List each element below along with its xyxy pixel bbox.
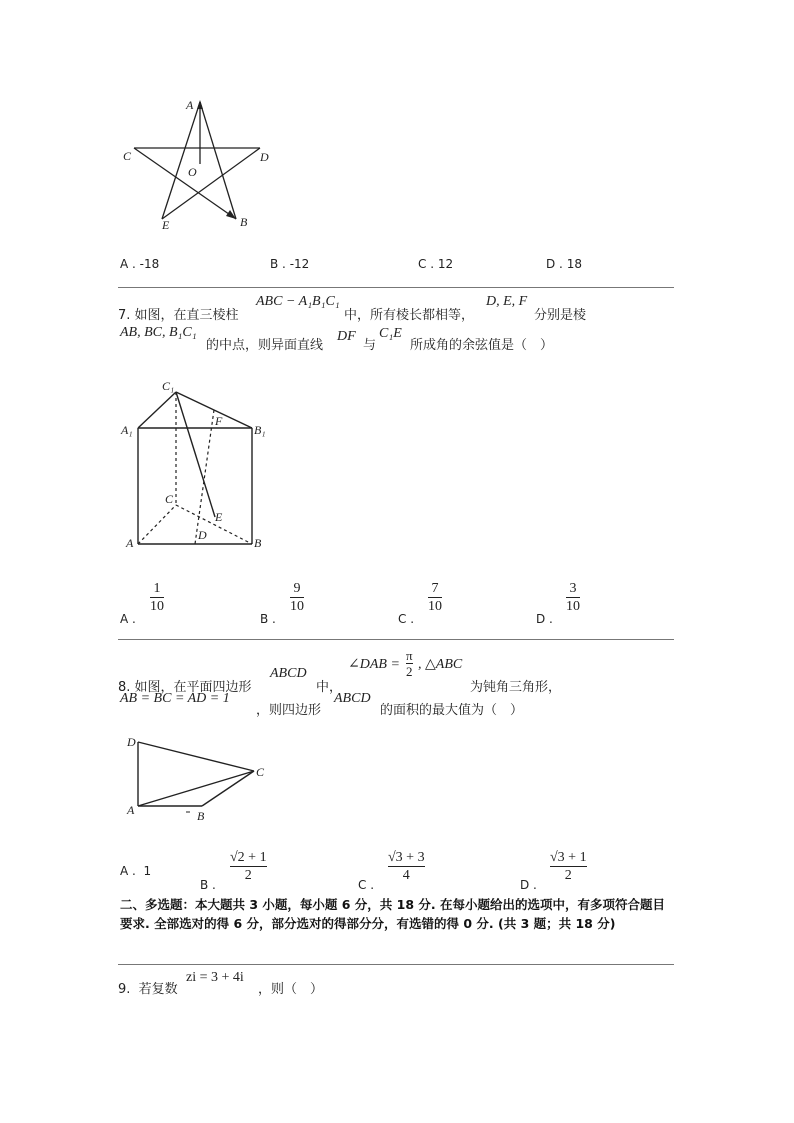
star-label-d: D xyxy=(260,150,269,164)
q8-text-2: 中， xyxy=(316,680,343,695)
q7-option-a-letter: A . xyxy=(120,612,136,626)
star-label-o: O xyxy=(188,165,197,179)
star-figure xyxy=(120,92,290,237)
prism-figure xyxy=(118,372,278,552)
prism-label-b: B xyxy=(254,536,262,550)
prism-label-b1: B₁ xyxy=(254,423,266,437)
q7-text-4: 的中点，则异面直线 xyxy=(206,338,324,353)
q8-quad: ABCD xyxy=(270,666,307,681)
q8-line-1: 8. 如图，在平面四边形 xyxy=(118,680,252,695)
divider-3 xyxy=(118,964,674,965)
q9-equation: zi = 3 + 4i xyxy=(186,970,244,985)
q8-angle-fraction: π 2 xyxy=(406,648,413,679)
q9-text-2: ，则（ ） xyxy=(258,982,324,997)
star-label-c: C xyxy=(123,149,132,163)
q8-angle: ∠DAB = xyxy=(348,657,400,672)
q9-line: 9. 若复数 xyxy=(118,982,178,997)
q7-text-3: 分别是棱 xyxy=(534,308,587,323)
q6-option-a: A . -18 xyxy=(120,257,160,271)
q7-line-c1e: C₁E xyxy=(379,326,402,341)
q7-text-2: 中，所有棱长都相等， xyxy=(344,308,475,323)
q7-line-1: 7. 如图，在直三棱柱 xyxy=(118,308,239,323)
prism-label-c1: C₁ xyxy=(162,379,175,393)
q7-option-c-letter: C . xyxy=(398,612,415,626)
q8-option-c-fraction: √3 + 3 4 xyxy=(388,850,425,883)
section-2-heading: 二、多选题：本大题共 3 小题，每小题 6 分，共 18 分. 在每小题给出的选项中，有多项符合题目要求. 全部选对的得 6 分，部分选对的得部分分，有选错的得 0 分. (共 3 题；共 18 分) xyxy=(120,897,666,931)
prism-label-f: F xyxy=(215,414,223,428)
quad-label-d: D xyxy=(127,735,136,749)
quad-label-b: B xyxy=(197,809,205,823)
prism-label-a: A xyxy=(126,536,134,550)
q8-text-4: ，则四边形 xyxy=(256,703,322,718)
prism-label-a1: A₁ xyxy=(121,423,133,437)
q8-option-b-fraction: √2 + 1 2 xyxy=(230,850,267,883)
quadrilateral-figure xyxy=(120,730,280,825)
q6-option-c: C . 12 xyxy=(418,257,454,271)
divider-2 xyxy=(118,639,674,640)
q7-option-a-fraction: 1 10 xyxy=(150,581,164,614)
q7-option-d-fraction: 3 10 xyxy=(566,581,580,614)
q7-option-b-fraction: 9 10 xyxy=(290,581,304,614)
q8-triangle: , △ABC xyxy=(418,657,463,672)
q7-option-d-letter: D . xyxy=(536,612,553,626)
q8-option-d-letter: D . xyxy=(520,878,537,892)
prism-label-d: D xyxy=(198,528,207,542)
star-label-b: B xyxy=(240,215,248,229)
q8-option-b-letter: B . xyxy=(200,878,216,892)
q7-points: D, E, F xyxy=(486,294,528,309)
star-label-e: E xyxy=(162,218,170,232)
star-label-a: A xyxy=(186,98,194,112)
q8-text-5: 的面积的最大值为（ ） xyxy=(380,703,524,718)
divider-1 xyxy=(118,287,674,288)
q7-option-c-fraction: 7 10 xyxy=(428,581,442,614)
q8-option-c-letter: C . xyxy=(358,878,375,892)
q8-quad-2: ABCD xyxy=(334,691,371,706)
quad-label-c: C xyxy=(256,765,265,779)
quad-label-a: A xyxy=(127,803,135,817)
q7-text-5: 与 xyxy=(363,338,377,353)
q7-line-df: DF xyxy=(337,329,356,344)
prism-label-c: C xyxy=(165,492,174,506)
q8-condition: AB = BC = AD = 1 xyxy=(120,691,230,706)
q7-edges: AB, BC, B₁C₁ xyxy=(120,325,197,340)
prism-label-e: E xyxy=(215,510,223,524)
q8-option-a: A . 1 xyxy=(120,864,152,878)
q7-option-b-letter: B . xyxy=(260,612,276,626)
q6-option-d: D . 18 xyxy=(546,257,582,271)
q8-text-3: 为钝角三角形， xyxy=(470,680,562,695)
q6-option-b: B . -12 xyxy=(270,257,310,271)
q7-prism: ABC − A₁B₁C₁ xyxy=(256,294,340,309)
q7-text-6: 所成角的余弦值是（ ） xyxy=(410,338,554,353)
q8-option-d-fraction: √3 + 1 2 xyxy=(550,850,587,883)
